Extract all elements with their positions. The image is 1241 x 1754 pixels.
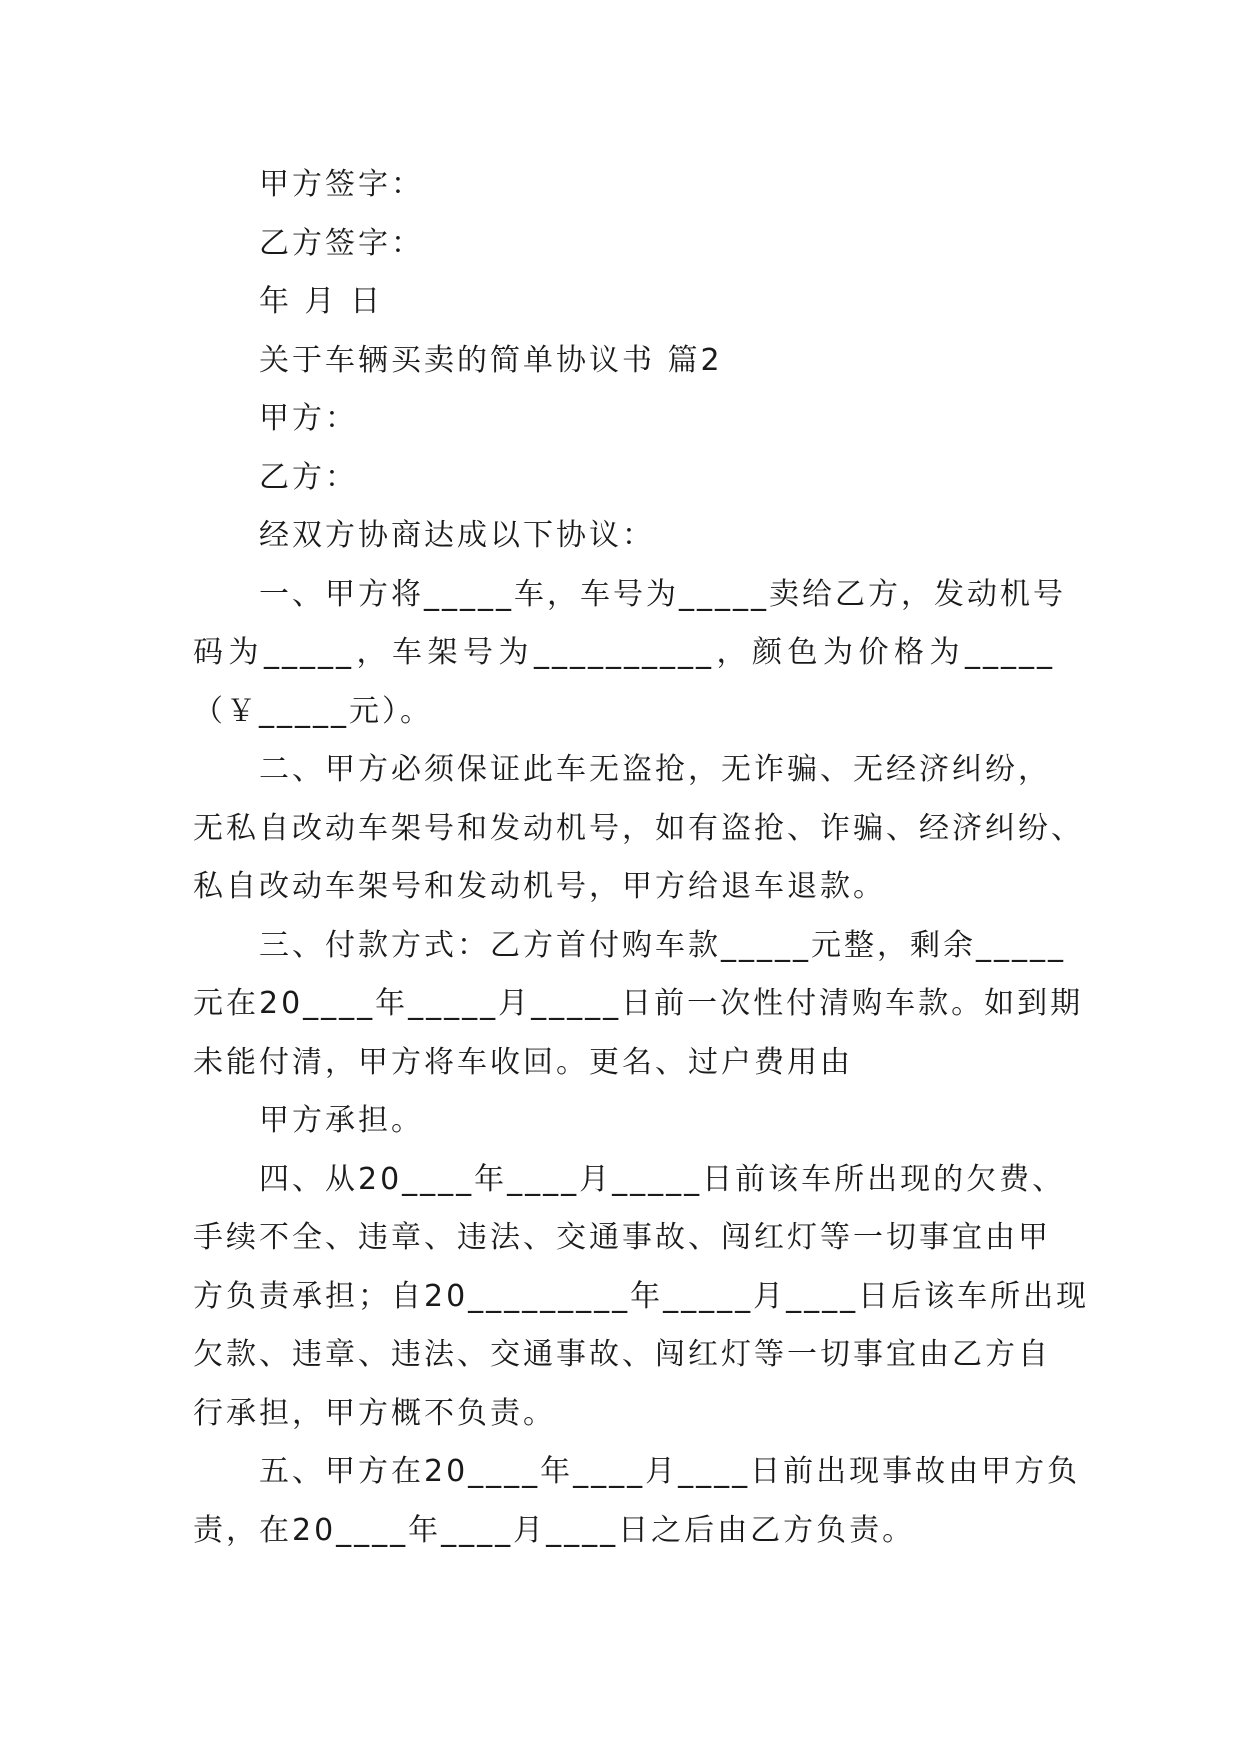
- clause-3-line-3: 未能付清，甲方将车收回。更名、过户费用由: [193, 1045, 853, 1080]
- clause-5-line-1: 五、甲方在20____年____月____日前出现事故由甲方负: [259, 1454, 1081, 1489]
- party-a-label: 甲方：: [259, 401, 358, 436]
- clause-4-line-2: 手续不全、违章、违法、交通事故、闯红灯等一切事宜由甲: [193, 1220, 1051, 1255]
- clause-3-line-4: 甲方承担。: [259, 1103, 424, 1138]
- section-title: 关于车辆买卖的简单协议书 篇2: [259, 343, 723, 378]
- date-line: 年 月 日: [259, 284, 384, 319]
- clause-2-line-3: 私自改动车架号和发动机号，甲方给退车退款。: [193, 869, 886, 904]
- clause-2-line-2: 无私自改动车架号和发动机号，如有盗抢、诈骗、经济纠纷、: [193, 811, 1084, 846]
- clause-4-line-1: 四、从20____年____月_____日前该车所出现的欠费、: [259, 1162, 1066, 1197]
- clause-4-line-4: 欠款、违章、违法、交通事故、闯红灯等一切事宜由乙方自: [193, 1337, 1051, 1372]
- clause-4-line-3: 方负责承担；自20_________年_____月____日后该车所出现: [193, 1279, 1090, 1314]
- party-b-label: 乙方：: [259, 460, 358, 495]
- clause-1-line-3: （￥_____元）。: [193, 694, 433, 729]
- clause-1-line-2: 码为_____，车架号为__________，颜色为价格为_____: [193, 635, 1055, 670]
- clause-2-line-1: 二、甲方必须保证此车无盗抢，无诈骗、无经济纠纷，: [259, 752, 1051, 787]
- clause-4-line-5: 行承担，甲方概不负责。: [193, 1396, 556, 1431]
- party-a-signature-label: 甲方签字：: [259, 167, 424, 202]
- clause-5-line-2: 责，在20____年____月____日之后由乙方负责。: [193, 1513, 916, 1548]
- party-b-signature-label: 乙方签字：: [259, 226, 424, 261]
- clause-3-line-2: 元在20____年_____月_____日前一次性付清购车款。如到期: [193, 986, 1084, 1021]
- clause-1-line-1: 一、甲方将_____车，车号为_____卖给乙方，发动机号: [259, 577, 1066, 612]
- clause-3-line-1: 三、付款方式：乙方首付购车款_____元整，剩余_____: [259, 928, 1066, 963]
- agreement-intro: 经双方协商达成以下协议：: [259, 518, 655, 553]
